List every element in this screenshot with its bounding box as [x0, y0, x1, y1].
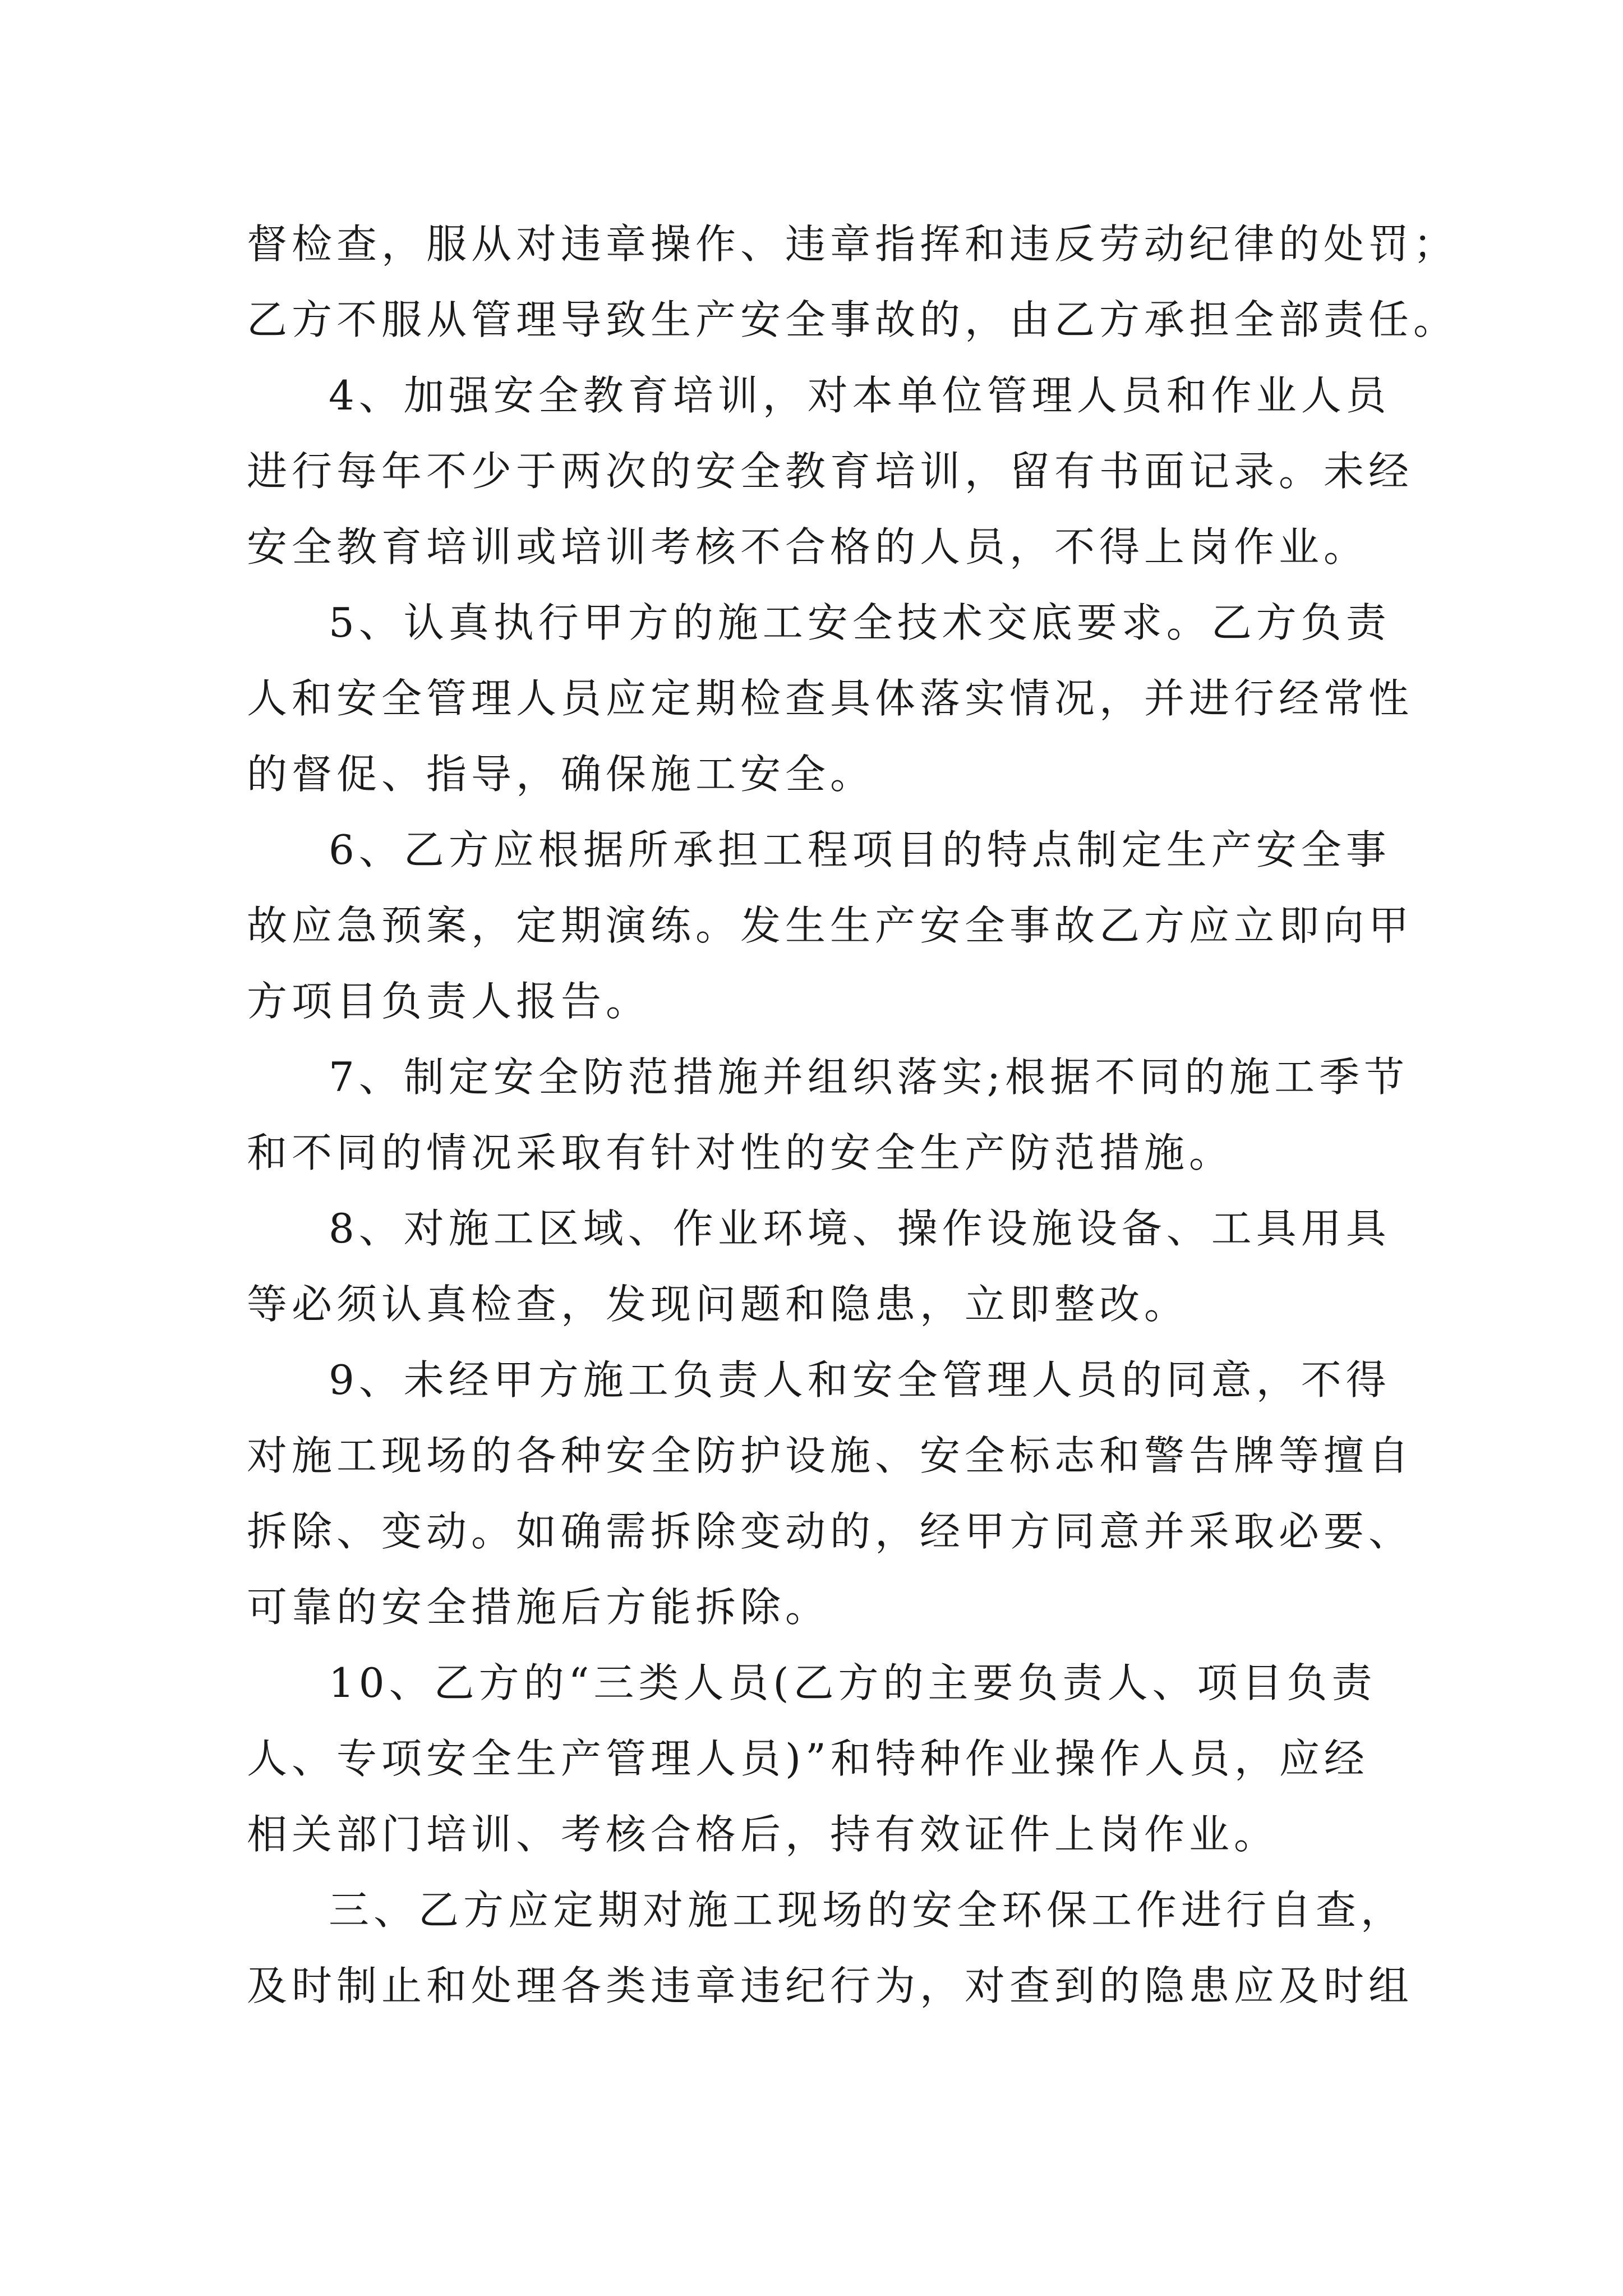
text-line: 9、未经甲方施工负责人和安全管理人员的同意，不得 — [329, 1356, 1391, 1404]
text-line: 人、专项安全生产管理人员)”和特种作业操作人员，应经 — [247, 1735, 1369, 1782]
text-line: 对施工现场的各种安全防护设施、安全标志和警告牌等擅自 — [247, 1432, 1414, 1479]
text-line: 进行每年不少于两次的安全教育培训，留有书面记录。未经 — [247, 448, 1414, 495]
text-line: 故应急预案，定期演练。发生生产安全事故乙方应立即向甲 — [247, 902, 1414, 949]
text-line: 可靠的安全措施后方能拆除。 — [247, 1584, 831, 1631]
text-line: 乙方不服从管理导致生产安全事故的，由乙方承担全部责任。 — [247, 296, 1459, 343]
text-line: 和不同的情况采取有针对性的安全生产防范措施。 — [247, 1129, 1234, 1176]
text-line: 的督促、指导，确保施工安全。 — [247, 751, 875, 798]
text-line: 督检查，服从对违章操作、违章指挥和违反劳动纪律的处罚； — [247, 220, 1459, 268]
text-line: 方项目负责人报告。 — [247, 978, 651, 1025]
text-line: 6、乙方应根据所承担工程项目的特点制定生产安全事 — [329, 826, 1391, 873]
text-line: 7、制定安全防范措施并组织落实;根据不同的施工季节 — [329, 1053, 1409, 1101]
text-line: 及时制止和处理各类违章违纪行为，对查到的隐患应及时组 — [247, 1962, 1414, 2009]
text-line: 人和安全管理人员应定期检查具体落实情况，并进行经常性 — [247, 675, 1414, 722]
text-line: 安全教育培训或培训考核不合格的人员，不得上岗作业。 — [247, 523, 1369, 570]
text-line: 等必须认真检查，发现问题和隐患，立即整改。 — [247, 1281, 1189, 1328]
text-line: 8、对施工区域、作业环境、操作设施设备、工具用具 — [329, 1205, 1391, 1252]
text-line: 相关部门培训、考核合格后，持有效证件上岗作业。 — [247, 1811, 1279, 1858]
text-line: 拆除、变动。如确需拆除变动的，经甲方同意并采取必要、 — [247, 1508, 1414, 1555]
text-line: 三、乙方应定期对施工现场的安全环保工作进行自查， — [329, 1887, 1406, 1934]
text-line: 4、加强安全教育培训，对本单位管理人员和作业人员 — [329, 372, 1391, 419]
text-line: 5、认真执行甲方的施工安全技术交底要求。乙方负责 — [329, 599, 1391, 646]
text-line: 10、乙方的“三类人员(乙方的主要负责人、项目负责 — [329, 1659, 1377, 1706]
